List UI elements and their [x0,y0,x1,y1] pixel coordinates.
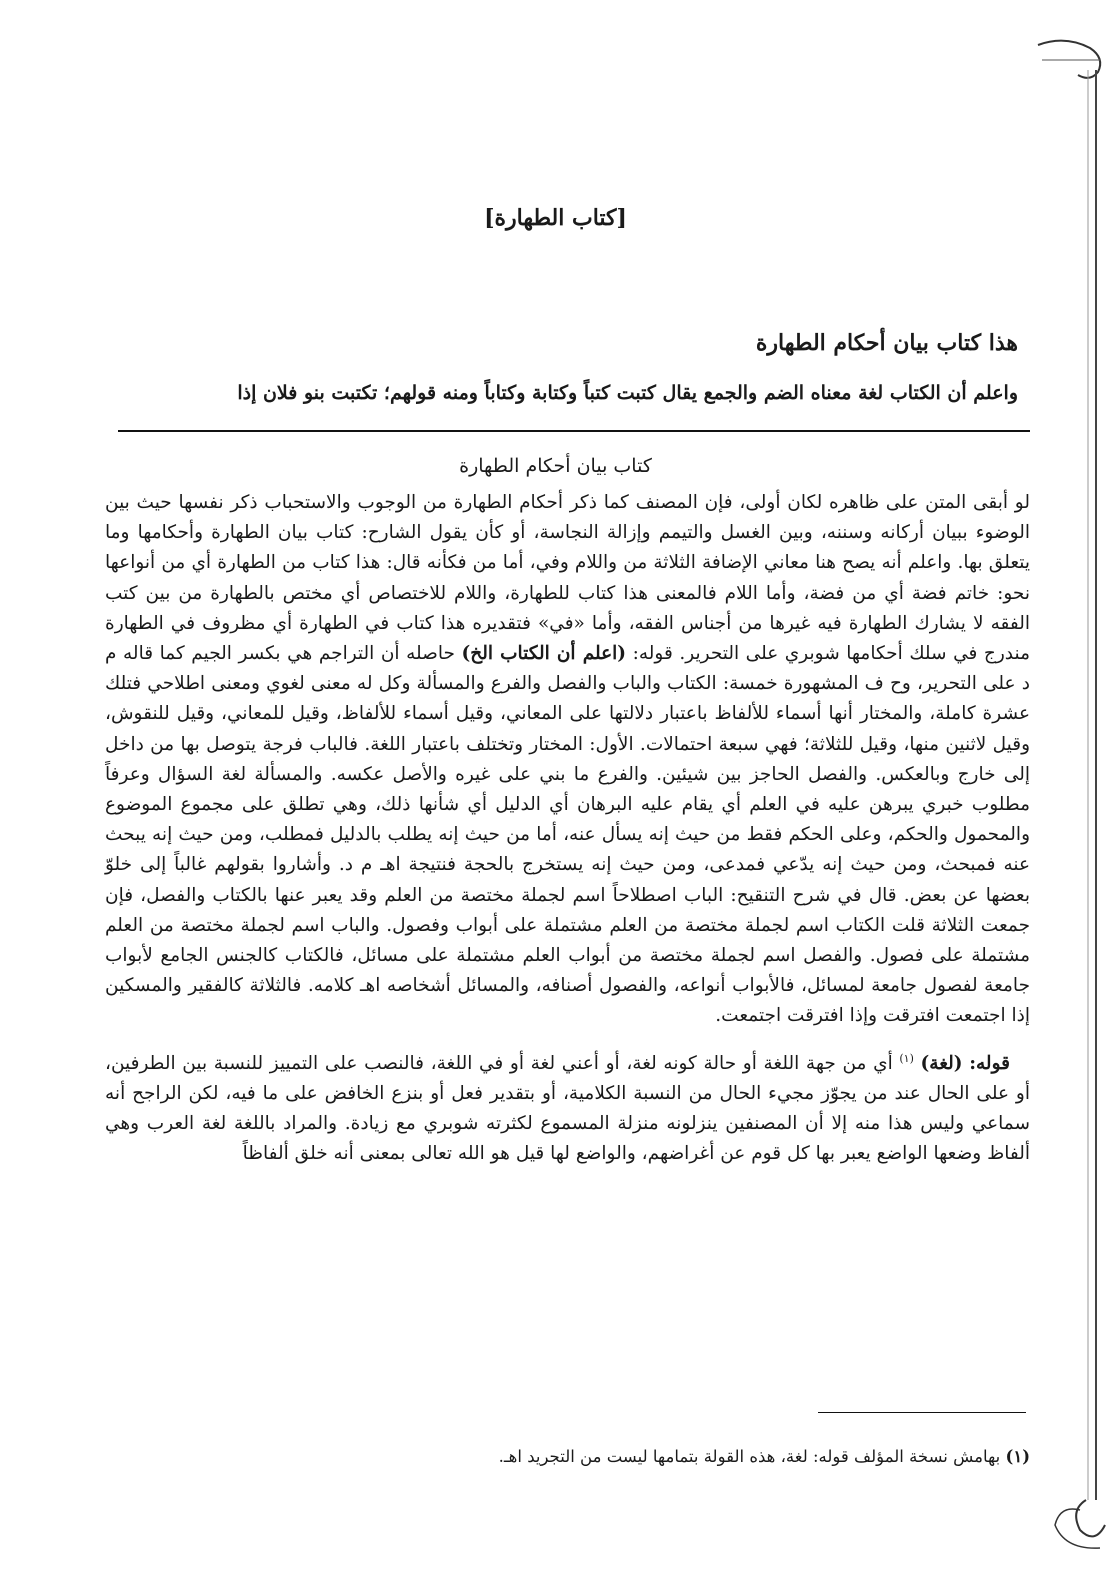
sharh-heading: كتاب بيان أحكام الطهارة [459,455,652,477]
qawluhu-label: قوله: [969,1052,1010,1074]
footnote-number: (١) [1005,1447,1030,1466]
quoted-phrase: (لغة) [920,1052,963,1074]
footnote-separator [818,1412,1026,1413]
footnote [118,1447,1030,1466]
commentary-text: لو أبقى المتن على ظاهره لكان أولى، فإن المصنف كما ذكر أحكام الطهارة من الوجوب والاستحباب ذكر نفسها حيث بين الوضوء ببيان أركانه وسننه، وبين الغسل والتيمم وإزالة النجاسة، أو كأن يقول الشارح: كتاب بيان الطهارة وأحكامها وما يتعلق بها. واعلم أنه يصح هنا معاني الإضافة الثلاثة من واللام وفي، أما من فكأنه قال: هذا كتاب من الطهارة أي من أنواعها نحو: خاتم فضة أي من فضة، وأما اللام فالمعنى هذا كتاب للطهارة، واللام للاختصاص أي مختص بالطهارة من بين كتب الفقه لا يشارك الطهارة فيه غيرها من أجناس الفقه، وأما «في» فتقديره هذا كتاب في الطهارة أي مظروف في الطهارة مندرج في سلك أحكامها شوبري على التحرير. قوله: [105,492,1030,665]
commentary-body [105,488,1030,1170]
commentary-text: أي من جهة اللغة أو حالة كونه لغة، أو أعني لغة أو في اللغة، فالنصب على التمييز للنسبة بين الطرفين، أو على الحال عند من يجوّز مجيء الحال من النسبة الكلامية، أو بتقدير فعل أو بنزع الخافض على ما فيه، لكن الراجح أنه سماعي وليس هذا منه إلا أن المصنفين ينزلونه منزلة المسموع لكثرته شوبري مع زيادة. والمراد باللغة لغة العرب وهي ألفاظ وضعها الواضع يعبر بها كل قوم عن أغراضهم، والواضع لها قيل هو الله تعالى بمعنى أنه خلق ألفاظاً [105,1052,1030,1165]
commentary-paragraph-1 [105,488,1030,1032]
commentary-paragraph-2 [105,1044,1030,1170]
footnote-text: بهامش نسخة المؤلف قوله: لغة، هذه القولة بتمامها ليست من التجريد اهـ. [498,1447,1001,1466]
commentary-text: حاصله أن التراجم هي بكسر الجيم كما قاله م د على التحرير، وح ف المشهورة خمسة: الكتاب والباب والفصل والفرع والمسألة وكل له معنى لغوي ومعنى اطلاحي فتلك عشرة كاملة، والمختار أنها أسماء للألفاظ باعتبار دلالتها على المعاني، وقيل أسماء للألفاظ، وقيل للمعاني، وقيل للنقوش، وقيل لاثنين منها، وقيل للثلاثة؛ فهي سبعة احتمالات. الأول: المختار وتختلف باعتبار اللغة. فالباب فرجة يتوصل بها من داخل إلى خارج وبالعكس. والفصل الحاجز بين شيئين. والفرع ما بني على غيره والأصل عكسه. والمسألة لغة السؤال وعرفاً مطلوب خبري يبرهن عليه في العلم أي يقام عليه البرهان أي الدليل أي شأنها ذلك، وهي تطلق على مجموع الموضوع والمحمول والحكم، وعلى الحكم فقط من حيث إنه يسأل عنه، أما من حيث إنه يطلب بالدليل فمطلب، ومن حيث إنه يبحث عنه فمبحث، ومن حيث إنه يدّعي فمدعى، ومن حيث إنه يستخرج بالحجة فنتيجة اهـ م د. وأشاروا بقولهم غالباً إلى خلوّ بعضها عن بعض. قال في شرح التنقيح: الباب اصطلاحاً اسم لجملة مختصة من العلم وقد يعبر عنها بالكتاب والفصل، فإن جمعت الثلاثة قلت الكتاب اسم لجملة مختصة من العلم مشتملة على أبواب وفصول. والباب اسم لجملة مختصة من العلم مشتملة على فصول. والفصل اسم لجملة مختصة من أبواب العلم مشتملة على مسائل، فالكتاب كالجنس الجامع لأبواب جامعة لفصول جامعة لمسائل، فالأبواب أنواعه، والفصول أصنافه، والمسائل أشخاصه اهـ كلامه. فالثلاثة كالفقير والمسكين إذا اجتمعت افترقت وإذا افترقت اجتمعت. [105,643,1030,1027]
footnote-reference: (١) [899,1051,914,1065]
scroll-border-ornament [1020,30,1110,1585]
chapter-title: [كتاب الطهارة] [484,205,627,231]
quoted-phrase: (اعلم أن الكتاب الخ) [461,643,627,665]
matn-sharh-divider [118,430,1030,432]
matn-text: واعلم أن الكتاب لغة معناه الضم والجمع يقال كتبت كتباً وكتابة وكتاباً ومنه قولهم؛ تكتبت بنو فلان إذا [237,382,1018,404]
matn-heading: هذا كتاب بيان أحكام الطهارة [755,330,1018,356]
